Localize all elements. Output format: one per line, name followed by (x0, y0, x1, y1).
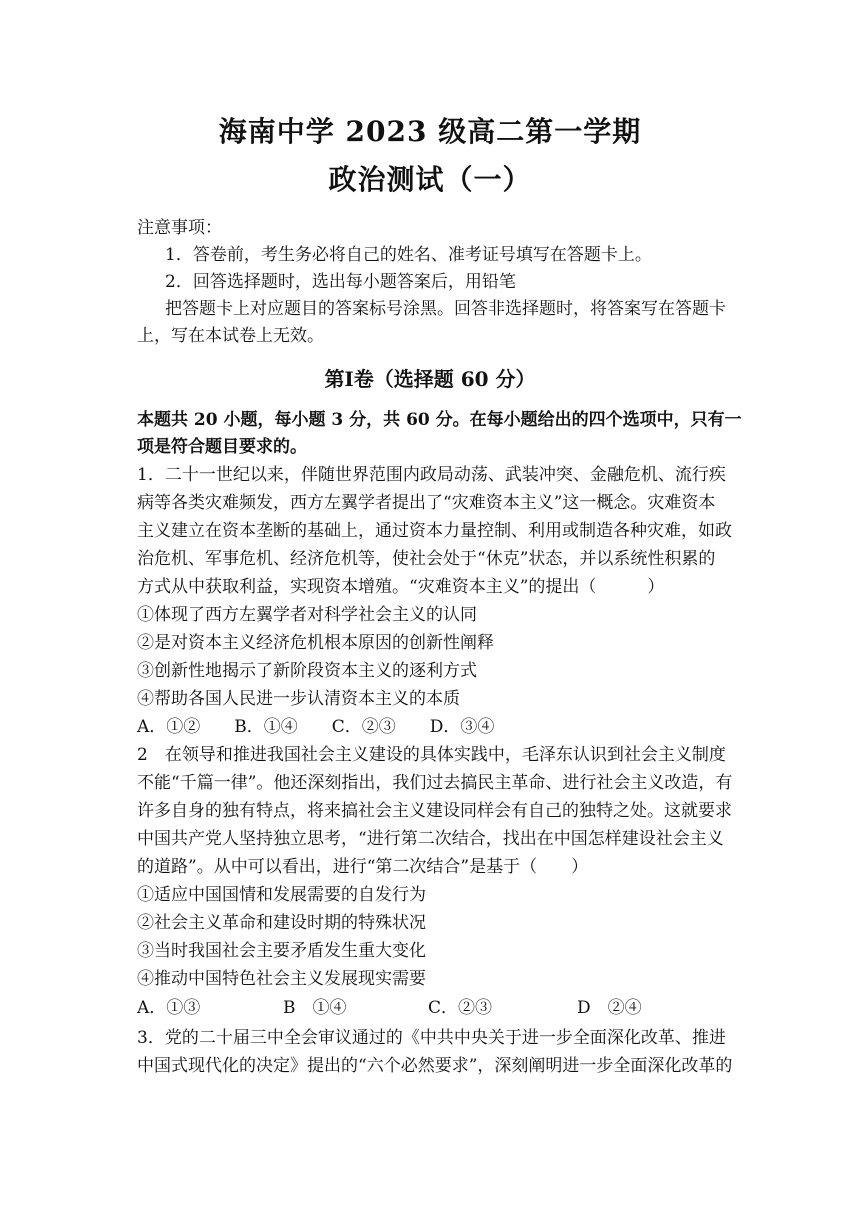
q3-stem-line-1: 3．党的二十届三中全会审议通过的《中共中央关于进一步全面深化改革、推进 (137, 1028, 726, 1048)
section-intro-line-2: 项是符合题目要求的。 (137, 437, 307, 457)
notice-item-1: 1．答卷前，考生务必将自己的姓名、准考证号填写在答题卡上。 (165, 245, 652, 265)
q2-stem-line-2: 不能“千篇一律”。他还深刻指出，我们过去搞民主革命、进行社会主义改造，有 (137, 773, 733, 793)
notice-item-2-end: 上，写在本试卷上无效。 (137, 326, 324, 346)
q1-stem-line-1: 1．二十一世纪以来，伴随世界范围内政局动荡、武装冲突、金融危机、流行疾 (137, 465, 726, 485)
notice-heading: 注意事项： (137, 218, 222, 238)
notice-item-2: 2．回答选择题时，选出每小题答案后，用铅笔 (165, 272, 516, 292)
q2-stem-line-4: 中国共产党人坚持独立思考，“进行第二次结合，找出在中国怎样建设社会主义 (137, 829, 724, 849)
exam-subtitle: 政治测试（一） (328, 163, 532, 196)
q2-option-b: B ①④ (283, 998, 347, 1018)
q2-stem-line-5: 的道路”。从中可以看出，进行“第二次结合”是基于（ ） (137, 857, 589, 877)
q2-statement-1: ①适应中国国情和发展需要的自发行为 (137, 885, 426, 905)
q2-statement-4: ④推动中国特色社会主义发展现实需要 (137, 969, 426, 989)
q2-option-c: C．②③ (428, 998, 493, 1018)
q2-option-d: D ②④ (577, 998, 642, 1018)
q2-statement-2: ②社会主义革命和建设时期的特殊状况 (137, 913, 426, 933)
q1-stem-line-5: 方式从中获取利益，实现资本增殖。“灾难资本主义”的提出（ ） (137, 577, 665, 597)
q2-stem-line-1: 2 在领导和推进我国社会主义建设的具体实践中，毛泽东认识到社会主义制度 (137, 745, 726, 765)
q1-statement-2: ②是对资本主义经济危机根本原因的创新性阐释 (137, 633, 494, 653)
notice-item-2-continued: 把答题卡上对应题目的答案标号涂黑。回答非选择题时，将答案写在答题卡 (165, 299, 726, 319)
q3-stem-line-2: 中国式现代化的决定》提出的“六个必然要求”，深刻阐明进一步全面深化改革的 (137, 1056, 733, 1076)
q2-statement-3: ③当时我国社会主要矛盾发生重大变化 (137, 941, 426, 961)
q1-statement-1: ①体现了西方左翼学者对科学社会主义的认同 (137, 605, 477, 625)
section-title: 第Ⅰ卷（选择题 60 分） (324, 367, 536, 391)
q1-stem-line-4: 治危机、军事危机、经济危机等，使社会处于“休克”状态，并以系统性积累的 (137, 549, 716, 569)
exam-title: 海南中学 2023 级高二第一学期 (218, 115, 642, 148)
q1-statement-4: ④帮助各国人民进一步认清资本主义的本质 (137, 689, 460, 709)
q1-statement-3: ③创新性地揭示了新阶段资本主义的逐利方式 (137, 661, 477, 681)
q2-option-a: A．①③ (137, 998, 201, 1018)
q1-stem-line-2: 病等各类灾难频发，西方左翼学者提出了“灾难资本主义”这一概念。灾难资本 (137, 493, 716, 513)
q1-options: A．①② B．①④ C．②③ D．③④ (137, 717, 495, 737)
section-intro-line-1: 本题共 20 小题，每小题 3 分，共 60 分。在每小题给出的四个选项中，只有一 (137, 410, 742, 430)
q2-stem-line-3: 许多自身的独有特点，将来搞社会主义建设同样会有自己的独特之处。这就要求 (137, 801, 732, 821)
q1-stem-line-3: 主义建立在资本垄断的基础上，通过资本力量控制、利用或制造各种灾难，如政 (137, 521, 732, 541)
